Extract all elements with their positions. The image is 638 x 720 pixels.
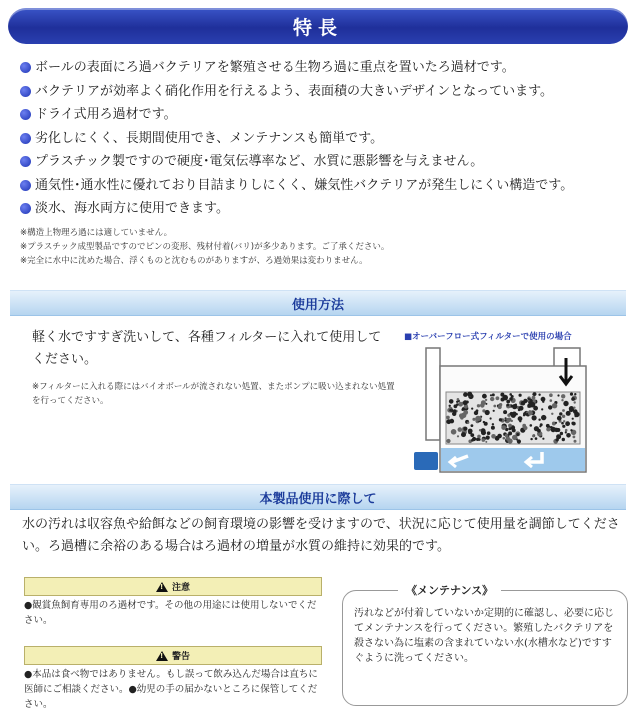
bio-ball — [506, 400, 510, 404]
bio-ball — [471, 424, 474, 427]
bio-ball — [463, 392, 468, 397]
bio-ball — [446, 439, 450, 443]
bio-ball — [453, 409, 456, 412]
bio-ball — [565, 429, 568, 432]
bio-ball — [485, 410, 490, 415]
usage-note: ※フィルターに入れる際にはバイオボールが流されない処置、またポンプに吸い込まれない処置を行ってください。 — [32, 382, 395, 406]
bio-ball — [574, 393, 576, 395]
bio-ball — [467, 422, 469, 424]
feature-notes — [20, 226, 630, 268]
bio-ball — [487, 431, 491, 435]
note-line: ※プラスチック成型製品ですのでピンの変形、残材付着(バリ)が多少あります。ご了承ください。 — [20, 242, 390, 252]
bio-ball — [476, 438, 479, 441]
bio-ball — [548, 405, 552, 409]
bio-ball — [557, 394, 559, 396]
bio-ball — [523, 414, 525, 416]
bio-ball — [476, 409, 479, 412]
bio-ball — [481, 400, 486, 405]
warning-bar: ! 警告 — [24, 646, 322, 665]
bio-ball — [449, 405, 451, 407]
bio-ball — [501, 425, 506, 430]
bio-ball — [521, 401, 526, 406]
bio-ball — [549, 393, 553, 397]
bio-ball — [509, 393, 512, 396]
note-line: ※構造上物理ろ過には適していません。 — [20, 228, 173, 238]
maintenance-text: 汚れなどが付着していないか定期的に確認し、必要に応じてメンテナンスを行ってください。繁殖したバクテリアを殺さない為に塩素の含まれていない水(水槽水など)ですすぐように洗ってください。 — [354, 608, 614, 664]
product-use-text: 水の汚れは収容魚や給餌などの飼育環境の影響を受けますので、状況に応じて使用量を調節してください。ろ過槽に余裕のある場合はろ過材の増量が水質の維持に効果的です。 — [22, 517, 620, 554]
feature-item: 劣化しにくく、長期間使用でき、メンテナンスも簡単です。 — [20, 127, 630, 151]
bio-ball — [535, 437, 538, 440]
bio-ball — [492, 423, 494, 425]
bio-ball — [463, 400, 468, 405]
bullet-dot-icon — [20, 180, 31, 191]
bio-ball — [503, 437, 506, 440]
bio-ball — [479, 429, 481, 431]
bullet-dot-icon — [20, 133, 31, 144]
bio-ball — [456, 403, 459, 406]
bio-ball — [449, 409, 452, 412]
bio-ball — [491, 434, 496, 439]
bullet-dot-icon — [20, 109, 31, 120]
bio-ball — [485, 441, 487, 443]
bio-ball — [507, 418, 511, 422]
bio-ball — [563, 420, 565, 422]
feature-item: ボールの表面にろ過バクテリアを繁殖させる生物ろ過に重点を置いたろ過材です。 — [20, 56, 630, 80]
bio-ball — [570, 393, 573, 396]
bio-ball — [486, 436, 490, 440]
bio-ball — [571, 397, 575, 401]
bio-ball — [510, 412, 514, 416]
bio-ball — [561, 399, 563, 401]
bio-ball — [490, 417, 492, 419]
bio-ball — [516, 433, 519, 436]
bio-ball — [574, 401, 576, 403]
bio-ball — [459, 413, 464, 418]
bio-ball — [496, 396, 500, 400]
bio-ball — [528, 400, 530, 402]
bio-ball — [472, 418, 475, 421]
bullet-dot-icon — [20, 203, 31, 214]
bio-ball — [482, 438, 486, 442]
bio-ball — [530, 438, 532, 440]
bio-ball — [542, 438, 544, 440]
bio-ball — [563, 401, 568, 406]
bio-ball — [463, 410, 468, 415]
bio-ball — [572, 418, 574, 420]
bio-ball — [467, 392, 472, 397]
bio-ball — [573, 436, 576, 439]
bio-ball — [574, 440, 577, 443]
bio-ball — [457, 435, 459, 437]
bio-ball — [512, 428, 516, 432]
bio-ball — [557, 416, 562, 421]
bio-ball — [493, 410, 495, 412]
bio-ball — [561, 422, 564, 425]
bio-ball — [565, 431, 567, 433]
bio-ball — [477, 404, 480, 407]
bio-ball — [562, 415, 565, 418]
bio-ball — [500, 393, 504, 397]
bio-ball — [508, 427, 511, 430]
bio-ball — [497, 434, 502, 439]
bio-ball — [446, 416, 450, 420]
features-title: 特長 — [8, 8, 628, 44]
bio-ball — [551, 427, 556, 432]
bio-ball — [562, 409, 565, 412]
bio-ball — [506, 436, 510, 440]
bio-ball — [458, 427, 463, 432]
bio-ball — [539, 425, 541, 427]
bio-ball — [532, 415, 537, 420]
filter-diagram-svg — [404, 344, 624, 474]
bio-ball — [490, 394, 492, 396]
bio-ball — [572, 422, 576, 426]
bio-ball — [556, 434, 561, 439]
bio-ball — [468, 429, 473, 434]
bio-ball — [546, 427, 550, 431]
bio-ball — [533, 392, 537, 396]
diagram-caption: ■オーバーフロー式フィルターで使用の場合 — [404, 332, 572, 342]
bio-ball — [570, 429, 572, 431]
bio-ball — [446, 419, 451, 424]
feature-item: 通気性･通水性に優れており目詰まりしにくく、嫌気性バクテリアが発生しにくい構造です。 — [20, 174, 630, 198]
bio-ball — [559, 412, 562, 415]
bio-ball — [575, 415, 577, 417]
bio-ball — [512, 404, 517, 409]
bio-ball — [472, 437, 476, 441]
bio-ball — [546, 424, 550, 428]
feature-item: ドライ式用ろ過材です。 — [20, 103, 630, 127]
bio-ball — [461, 432, 466, 437]
bio-ball — [512, 435, 517, 440]
bio-ball — [551, 413, 553, 415]
bullet-dot-icon — [20, 62, 31, 73]
bio-ball — [508, 431, 512, 435]
bullet-dot-icon — [20, 86, 31, 97]
usage-section-title: 使用方法 — [10, 290, 626, 316]
bio-ball — [505, 419, 507, 421]
bio-ball — [532, 396, 536, 400]
pump-icon — [414, 452, 438, 470]
bio-ball — [499, 418, 502, 421]
bio-ball — [506, 404, 509, 407]
bio-ball — [541, 415, 546, 420]
bio-ball — [519, 394, 522, 397]
bio-ball — [562, 425, 565, 428]
bio-ball — [561, 394, 565, 398]
bio-ball — [491, 426, 495, 430]
bio-ball — [477, 435, 481, 439]
bio-ball — [552, 403, 557, 408]
bio-ball — [566, 433, 571, 438]
warning-triangle-icon: ! — [156, 582, 168, 592]
warning-triangle-icon: ! — [156, 651, 168, 661]
bio-ball — [498, 405, 502, 409]
bio-ball — [573, 407, 575, 409]
bio-ball — [475, 416, 481, 422]
bio-ball — [451, 429, 457, 435]
bio-ball — [555, 422, 557, 424]
bio-ball — [470, 433, 474, 437]
feature-item: バクテリアが効率よく硝化作用を行えるよう、表面積の大きいデザインとなっています。 — [20, 80, 630, 104]
bio-ball — [484, 422, 488, 426]
bio-ball — [457, 398, 460, 401]
maintenance-title: 《メンテナンス》 — [398, 582, 501, 598]
bio-ball — [528, 411, 533, 416]
bio-ball — [449, 399, 454, 404]
bio-ball — [560, 432, 563, 435]
bio-ball — [490, 397, 494, 401]
bio-ball — [550, 399, 553, 402]
overflow-filter-diagram — [404, 344, 624, 478]
bio-ball — [493, 405, 496, 408]
bio-ball — [509, 397, 513, 401]
bio-ball — [530, 402, 536, 408]
usage-text: 軽く水ですすぎ洗いして、各種フィルターに入れて使用してください。 — [32, 330, 382, 367]
bio-ball — [541, 408, 543, 410]
bio-ball — [538, 394, 540, 396]
bio-ball — [463, 427, 467, 431]
bio-ball — [492, 393, 495, 396]
bio-ball — [508, 424, 512, 428]
caution-text: ●観賞魚飼育専用のろ過材です。その他の用途には使用しないでください。 — [24, 600, 317, 626]
feature-item: プラスチック製ですので硬度･電気伝導率など、水質に悪影響を与えません。 — [20, 150, 630, 174]
note-line: ※完全に水中に沈めた場合、浮くものと沈むものがありますが、ろ過効果は変わりません。 — [20, 256, 368, 266]
bio-ball — [541, 397, 546, 402]
feature-item: 淡水、海水両方に使用できます。 — [20, 197, 630, 221]
bio-ball — [482, 394, 487, 399]
caution-bar: ! 注意 — [24, 577, 322, 596]
bio-ball — [538, 419, 540, 421]
bio-ball — [569, 408, 574, 413]
product-use-section-title: 本製品使用に際して — [10, 484, 626, 510]
bio-ball — [562, 438, 565, 441]
bullet-dot-icon — [20, 156, 31, 167]
bio-ball — [456, 401, 458, 403]
bio-ball — [523, 426, 527, 430]
bio-ball — [481, 430, 486, 435]
overflow-pipe — [426, 348, 440, 440]
bio-ball — [537, 429, 541, 433]
bio-ball — [519, 406, 524, 411]
bio-ball — [565, 421, 570, 426]
bio-ball — [485, 399, 487, 401]
bio-ball — [503, 410, 507, 414]
warning-text: ●本品は食べ物ではありません。もし誤って飲み込んだ場合は直ちに医師にご相談ください。●幼児の手の届かないところに保管してください。 — [24, 669, 318, 710]
bio-ball — [532, 435, 535, 438]
bio-ball — [471, 408, 473, 410]
bio-ball — [530, 424, 533, 427]
bio-ball — [518, 416, 523, 421]
feature-list — [20, 56, 630, 221]
